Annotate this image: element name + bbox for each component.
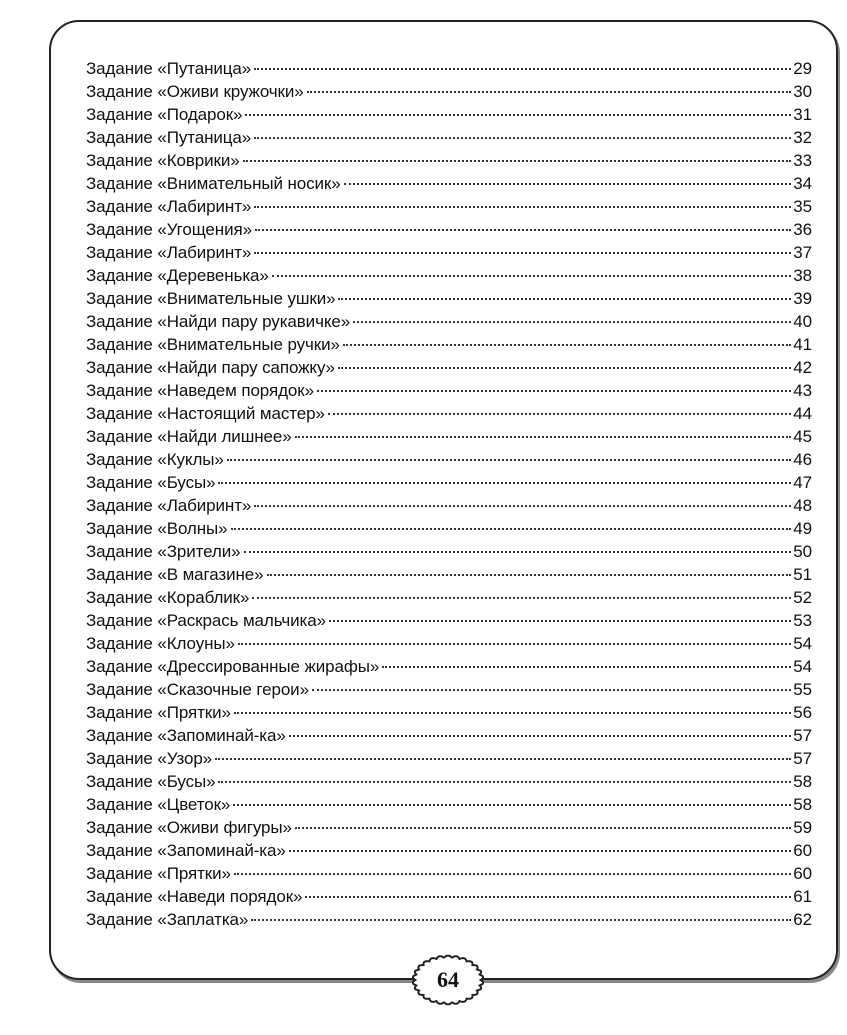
- toc-entry-page-number: 61: [793, 887, 812, 906]
- dot-leader: [218, 482, 791, 484]
- dot-leader: [227, 459, 792, 461]
- dot-leader: [233, 804, 791, 806]
- toc-entry-title: Задание «Наведи порядок»: [86, 887, 303, 906]
- toc-entry-page-number: 60: [793, 841, 812, 860]
- toc-entry-page-number: 39: [793, 289, 812, 308]
- dot-leader: [267, 574, 792, 576]
- toc-entry: [86, 172, 812, 195]
- toc-entry-page-number: 54: [793, 634, 812, 653]
- dot-leader: [289, 850, 792, 852]
- toc-entry: [86, 195, 812, 218]
- toc-entry: [86, 241, 812, 264]
- dot-leader: [329, 620, 791, 622]
- toc-entry: [86, 218, 812, 241]
- dot-leader: [215, 758, 791, 760]
- toc-entry-title: Задание «Зрители»: [86, 542, 241, 561]
- toc-entry-title: Задание «Наведем порядок»: [86, 381, 314, 400]
- dot-leader: [243, 160, 792, 162]
- toc-entry: [86, 908, 812, 931]
- toc-entry-page-number: 58: [793, 795, 812, 814]
- dot-leader: [295, 436, 792, 438]
- dot-leader: [338, 367, 791, 369]
- dot-leader: [353, 321, 791, 323]
- toc-entry-page-number: 37: [793, 243, 812, 262]
- toc-entry: [86, 287, 812, 310]
- toc-entry: [86, 80, 812, 103]
- toc-entry-page-number: 60: [793, 864, 812, 883]
- toc-entry: [86, 770, 812, 793]
- toc-entry-page-number: 48: [793, 496, 812, 515]
- dot-leader: [343, 344, 791, 346]
- toc-entry: [86, 356, 812, 379]
- toc-entry: [86, 379, 812, 402]
- toc-entry-title: Задание «Дрессированные жирафы»: [86, 657, 380, 676]
- toc-entry-page-number: 57: [793, 726, 812, 745]
- toc-entry-title: Задание «Заплатка»: [86, 910, 249, 929]
- toc-entry: [86, 793, 812, 816]
- dot-leader: [254, 137, 791, 139]
- toc-entry: [86, 333, 812, 356]
- toc-entry: [86, 885, 812, 908]
- dot-leader: [344, 183, 792, 185]
- toc-entry-title: Задание «Лабиринт»: [86, 496, 252, 515]
- page-number-badge: [410, 952, 486, 1008]
- toc-entry-title: Задание «Найди лишнее»: [86, 427, 292, 446]
- dot-leader: [272, 275, 792, 277]
- toc-entry-page-number: 51: [793, 565, 812, 584]
- toc-entry-title: Задание «Куклы»: [86, 450, 224, 469]
- dot-leader: [307, 91, 792, 93]
- toc-entry-page-number: 59: [793, 818, 812, 837]
- toc-entry-page-number: 45: [793, 427, 812, 446]
- toc-entry-page-number: 43: [793, 381, 812, 400]
- dot-leader: [255, 229, 791, 231]
- toc-entry-page-number: 62: [793, 910, 812, 929]
- toc-entry-page-number: 56: [793, 703, 812, 722]
- toc-entry: [86, 402, 812, 425]
- toc-entry-title: Задание «Кораблик»: [86, 588, 250, 607]
- toc-entry-title: Задание «В магазине»: [86, 565, 264, 584]
- toc-entry-page-number: 41: [793, 335, 812, 354]
- toc-entry: [86, 839, 812, 862]
- dot-leader: [251, 919, 791, 921]
- toc-entry-page-number: 42: [793, 358, 812, 377]
- toc-entry-page-number: 57: [793, 749, 812, 768]
- toc-entry: [86, 264, 812, 287]
- dot-leader: [238, 643, 791, 645]
- toc-entry: [86, 655, 812, 678]
- toc-entry: [86, 563, 812, 586]
- toc-entry: [86, 448, 812, 471]
- toc-entry-title: Задание «Угощения»: [86, 220, 252, 239]
- toc-entry: [86, 724, 812, 747]
- toc-entry: [86, 103, 812, 126]
- dot-leader: [218, 781, 791, 783]
- toc-entry-title: Задание «Коврики»: [86, 151, 240, 170]
- toc-entry-title: Задание «Внимательный носик»: [86, 174, 341, 193]
- toc-entry: [86, 609, 812, 632]
- toc-entry-page-number: 47: [793, 473, 812, 492]
- dot-leader: [289, 735, 792, 737]
- toc-entry: [86, 126, 812, 149]
- dot-leader: [295, 827, 791, 829]
- toc-entry-page-number: 30: [793, 82, 812, 101]
- toc-entry-page-number: 36: [793, 220, 812, 239]
- toc-entry-page-number: 38: [793, 266, 812, 285]
- toc-entry-title: Задание «Найди пару рукавичке»: [86, 312, 351, 331]
- toc-entry-title: Задание «Путаница»: [86, 128, 252, 147]
- page-number: 64: [437, 967, 459, 992]
- toc-entry-title: Задание «Запоминай-ка»: [86, 841, 286, 860]
- toc-entry-title: Задание «Запоминай-ка»: [86, 726, 286, 745]
- dot-leader: [252, 597, 791, 599]
- toc-entry: [86, 540, 812, 563]
- dot-leader: [254, 68, 791, 70]
- toc-entry: [86, 517, 812, 540]
- toc-entry-page-number: 46: [793, 450, 812, 469]
- toc-entry-title: Задание «Подарок»: [86, 105, 243, 124]
- toc-entry: [86, 425, 812, 448]
- toc-entry-title: Задание «Клоуны»: [86, 634, 235, 653]
- toc-entry-page-number: 35: [793, 197, 812, 216]
- toc-entry-title: Задание «Сказочные герои»: [86, 680, 309, 699]
- dot-leader: [244, 551, 792, 553]
- toc-entry-title: Задание «Найди пару сапожку»: [86, 358, 335, 377]
- toc-entry-title: Задание «Внимательные ушки»: [86, 289, 336, 308]
- dot-leader: [305, 896, 791, 898]
- toc-entry-title: Задание «Прятки»: [86, 703, 231, 722]
- toc-entry-title: Задание «Оживи кружочки»: [86, 82, 304, 101]
- dot-leader: [254, 252, 791, 254]
- toc-entry-title: Задание «Путаница»: [86, 59, 252, 78]
- toc-entry-title: Задание «Настоящий мастер»: [86, 404, 325, 423]
- toc-entry-page-number: 50: [793, 542, 812, 561]
- toc-entry-page-number: 40: [793, 312, 812, 331]
- dot-leader: [245, 114, 791, 116]
- toc-entry-page-number: 53: [793, 611, 812, 630]
- toc-entry-title: Задание «Цветок»: [86, 795, 231, 814]
- dot-leader: [317, 390, 791, 392]
- toc-entry-page-number: 58: [793, 772, 812, 791]
- toc-entry-title: Задание «Лабиринт»: [86, 197, 252, 216]
- toc-entry-title: Задание «Узор»: [86, 749, 213, 768]
- toc-entry: [86, 701, 812, 724]
- toc-entry-page-number: 55: [793, 680, 812, 699]
- toc-entry-page-number: 49: [793, 519, 812, 538]
- toc-entry-title: Задание «Раскрась мальчика»: [86, 611, 326, 630]
- dot-leader: [234, 873, 791, 875]
- toc-entry: [86, 57, 812, 80]
- toc-entry-page-number: 32: [793, 128, 812, 147]
- toc-entry: [86, 862, 812, 885]
- toc-entry-page-number: 33: [793, 151, 812, 170]
- dot-leader: [382, 666, 791, 668]
- toc-entry-page-number: 31: [793, 105, 812, 124]
- dot-leader: [312, 689, 791, 691]
- dot-leader: [328, 413, 791, 415]
- dot-leader: [254, 206, 791, 208]
- toc-entry-page-number: 54: [793, 657, 812, 676]
- toc-entry-title: Задание «Лабиринт»: [86, 243, 252, 262]
- toc-entry-title: Задание «Внимательные ручки»: [86, 335, 340, 354]
- dot-leader: [234, 712, 791, 714]
- toc-entry-page-number: 44: [793, 404, 812, 423]
- toc-entry: [86, 494, 812, 517]
- toc-entry: [86, 632, 812, 655]
- toc-entry-title: Задание «Бусы»: [86, 473, 216, 492]
- toc-entry-title: Задание «Деревенька»: [86, 266, 269, 285]
- toc-entry-page-number: 52: [793, 588, 812, 607]
- toc-entry: [86, 310, 812, 333]
- toc-entry-title: Задание «Волны»: [86, 519, 228, 538]
- toc-entry-title: Задание «Бусы»: [86, 772, 216, 791]
- toc-entry: [86, 471, 812, 494]
- toc-entry: [86, 149, 812, 172]
- table-of-contents: [86, 57, 812, 931]
- dot-leader: [254, 505, 791, 507]
- toc-entry-page-number: 29: [793, 59, 812, 78]
- toc-entry-title: Задание «Оживи фигуры»: [86, 818, 292, 837]
- toc-entry: [86, 747, 812, 770]
- toc-entry-page-number: 34: [793, 174, 812, 193]
- toc-entry: [86, 678, 812, 701]
- toc-entry: [86, 586, 812, 609]
- dot-leader: [231, 528, 792, 530]
- toc-entry: [86, 816, 812, 839]
- toc-entry-title: Задание «Прятки»: [86, 864, 231, 883]
- dot-leader: [338, 298, 791, 300]
